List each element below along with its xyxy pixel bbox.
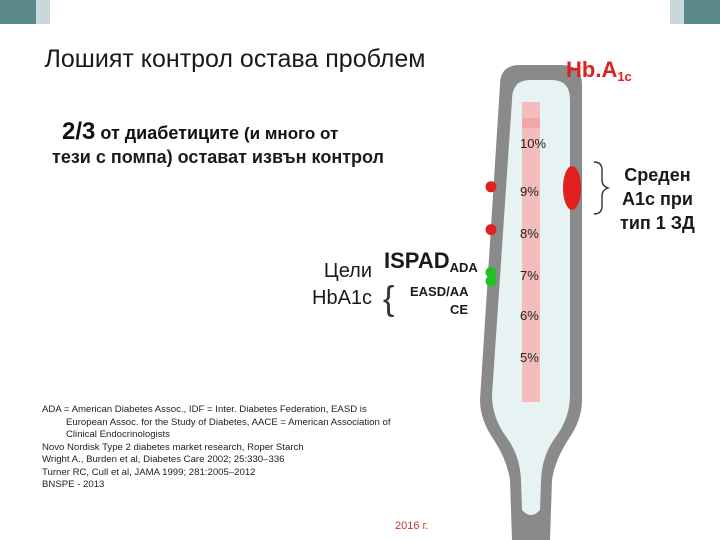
reference-line: BNSPE - 2013	[42, 479, 105, 490]
reference-line: Novo Nordisk Type 2 diabetes market research, Roper Starch	[42, 441, 304, 453]
reference-line: ADA = American Diabetes Assoc., IDF = Inter. Diabetes Federation, EASD is	[42, 404, 367, 415]
average-label	[620, 163, 695, 235]
reference-line: Clinical Endocrinologists	[66, 429, 170, 440]
scale-label: 8%	[520, 226, 539, 241]
scale-label: 10%	[520, 136, 547, 151]
average-marker	[563, 166, 581, 210]
subtitle-mid: от диабетиците	[100, 123, 239, 143]
reference-line: Turner RC, Cull et al, JAMA 1999; 281:2005–2012	[42, 466, 256, 478]
goals-label-line2: HbA1c	[312, 287, 373, 309]
thermometer-heading	[566, 57, 632, 84]
subtitle-line	[62, 118, 338, 146]
average-label-line: Среден	[624, 165, 691, 185]
reference-line: Wright A., Burden et al, Diabetes Care 2002; 25:330–336	[42, 454, 285, 465]
goal-marker-dot	[486, 181, 497, 192]
goals-label-line1: Цели	[323, 260, 373, 282]
average-label-line: тип 1 ЗД	[620, 213, 695, 233]
references	[42, 404, 482, 492]
left-brace: {	[383, 280, 395, 318]
goals-label	[312, 258, 372, 312]
reference-line: European Assoc. for the Study of Diabetes, AACE = American Association of	[66, 416, 391, 428]
ispad-text: ISPAD	[384, 248, 450, 273]
average-label-line: А1с при	[621, 189, 693, 209]
subtitle-line3: тези с помпа) остават извън контрол	[52, 147, 384, 167]
heading-main: Hb.A	[566, 57, 618, 82]
right-brace	[594, 162, 608, 214]
fraction-text: 2/3	[62, 118, 96, 145]
subtitle-paren: (и много от	[244, 124, 339, 143]
ispad-label	[384, 248, 478, 275]
goal-marker-dot	[486, 224, 497, 235]
easd-label: EASD/AA	[410, 284, 469, 299]
goal-marker-dot	[486, 275, 497, 286]
column-mark	[522, 118, 540, 128]
ada-text: ADA	[449, 260, 478, 275]
scale-label: 5%	[520, 350, 539, 365]
ce-label: CE	[450, 302, 469, 317]
slide-title: Лошият контрол остава проблем	[44, 45, 426, 73]
scale-label: 6%	[520, 308, 539, 323]
scale-label: 9%	[520, 184, 539, 199]
scale-label: 7%	[520, 268, 539, 283]
date-label: 2016 г.	[395, 520, 429, 532]
heading-sub: 1c	[617, 69, 632, 84]
